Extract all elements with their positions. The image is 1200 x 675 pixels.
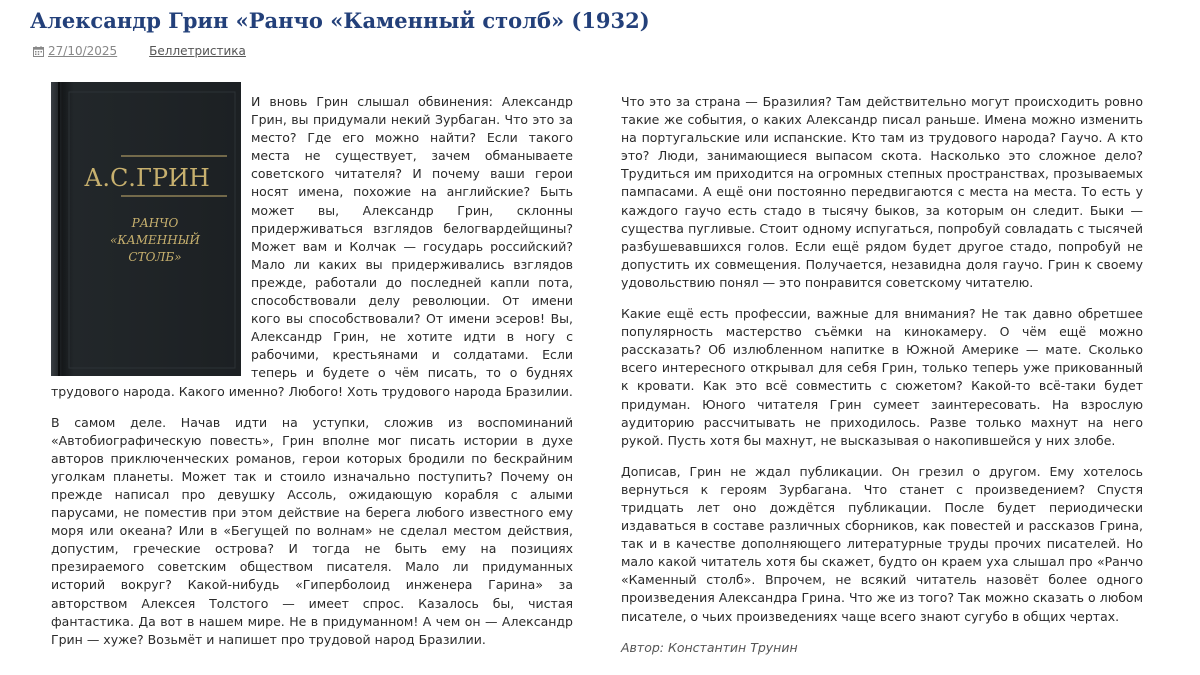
author-credit: Автор: Константин Трунин: [621, 639, 798, 655]
page-title: Александр Грин «Ранчо «Каменный столб» (1932): [30, 8, 650, 33]
calendar-icon: [33, 46, 44, 57]
category-link[interactable]: Беллетристика: [149, 44, 246, 58]
post-meta: [33, 44, 246, 58]
article-column-right: [621, 93, 1143, 670]
cover-float-space: [51, 93, 251, 377]
cover-title-line1: РАНЧО: [131, 216, 179, 230]
post-date-link[interactable]: 27/10/2025: [48, 44, 118, 58]
article-paragraph: И вновь Грин слышал обвинения: Александр Грин, вы придумали некий Зурбаган. Что это за место? Где его можно найти? Если такого места не существует, зачем обманываете советского читателя? И почему ваши герои носят имена, похожие на английские? Быть может вы, Александр Грин, склонны придерживаться взглядов белогвардейщины? Может вам и Колчак — государь российский? Мало ли каких вы придерживались взглядов прежде, работали до последней капли пота, способствовали делу революции. От имени кого вы способствовали? От имени эсеров! Вы, Александр Грин, не хотите идти в ногу с рабочими, крестьянами и солдатами. Если теперь и будете о чём писать, то о буднях трудового народа. Какого именно? Любого! Хоть трудового народа Бразилии.: [51, 94, 573, 399]
article-column-left: [51, 93, 573, 662]
article-paragraph: Какие ещё есть профессии, важные для внимания? Не так давно обретшее популярность мастерство съёмки на кинокамеру. О чём ещё можно рассказать? Об излюбленном напитке в Южной Америке — мате. Сколько всего интересного открывал для себя Грин, только теперь уже прикованный к кровати. Как это всё совместить с сюжетом? Какой-то всё-таки будет придуман. Юного читателя Грин сумеет заинтересовать. На взрослую аудиторию рассчитывать не приходилось. Разве только махнут на него рукой. Пусть хотя бы махнут, не высказывая о накопившейся у них злобе.: [621, 306, 1143, 448]
cover-author-text: А.С.ГРИН: [84, 164, 210, 192]
cover-title-line3: СТОЛБ»: [128, 250, 182, 264]
article-paragraph: Дописав, Грин не ждал публикации. Он грезил о другом. Ему хотелось вернуться к героям Зурбагана. Что станет с произведением? Спустя тридцать лет оно дождётся публикации. После будет периодически издаваться в составе различных сборников, как повестей и рассказов Грина, так и в качестве дополняющего литературные труды прочих писателей. Но мало какой читатель хотя бы скажет, будто он краем уха слышал про «Ранчо «Каменный столб». Впрочем, не всякий читатель назовёт более одного произведения Александра Грина. Что же из того? Так можно сказать о любом писателе, о чьих произведениях чаще всего знают сугубо в общих чертах.: [621, 463, 1143, 624]
cover-title-line2: «КАМЕННЫЙ: [110, 233, 200, 247]
article-paragraph: В самом деле. Начав идти на уступки, сложив из воспоминаний «Автобиографическую повесть», Грин вполне мог писать истории в духе авторов приключенческих романов, герои которых бродили по бескрайним уголкам планеты. Может так и стоило изначально поступить? Почему он прежде написал про девушку Ассоль, ожидающую корабля с алыми парусами, не поместив при этом действие на берега любого известного ему моря или океана? Или в «Бегущей по волнам» не сделал местом действия, допустим, греческие острова? И тогда не быть ему на позициях презираемого советским обществом писателя. Мало ли придуманных историй вокруг? Какой-нибудь «Гиперболоид инженера Гарина» за авторством Алексея Толстого — имеет спрос. Казалось бы, чистая фантастика. Да вот в нашем мире. Не в придуманном! А чем он — Александр Грин — хуже? Возьмёт и напишет про трудовой народ Бразилии.: [51, 414, 573, 647]
article-paragraph: Что это за страна — Бразилия? Там действительно могут происходить ровно такие же события, о каких Александр писал раньше. Имена можно изменить на португальские или испанские. Кто там из трудового народа? Гаучо. А кто это? Люди, занимающиеся выпасом скота. Насколько это сложное дело? Трудиться им приходится на огромных степных пространствах, прозываемых пампасами. А ещё они постоянно передвигаются с места на места. То есть у каждого гаучо есть стадо в тысячу быков, за которым он следит. Быки — существа пугливые. Стоит одному испугаться, попробуй совладать с тысячей разбушевавшихся голов. Если ещё рядом будет другое стадо, попробуй не допустить их совмещения. Получается, незавидна доля гаучо. Грин к своему удовольствию понял — это понравится советскому читателю.: [621, 94, 1143, 290]
